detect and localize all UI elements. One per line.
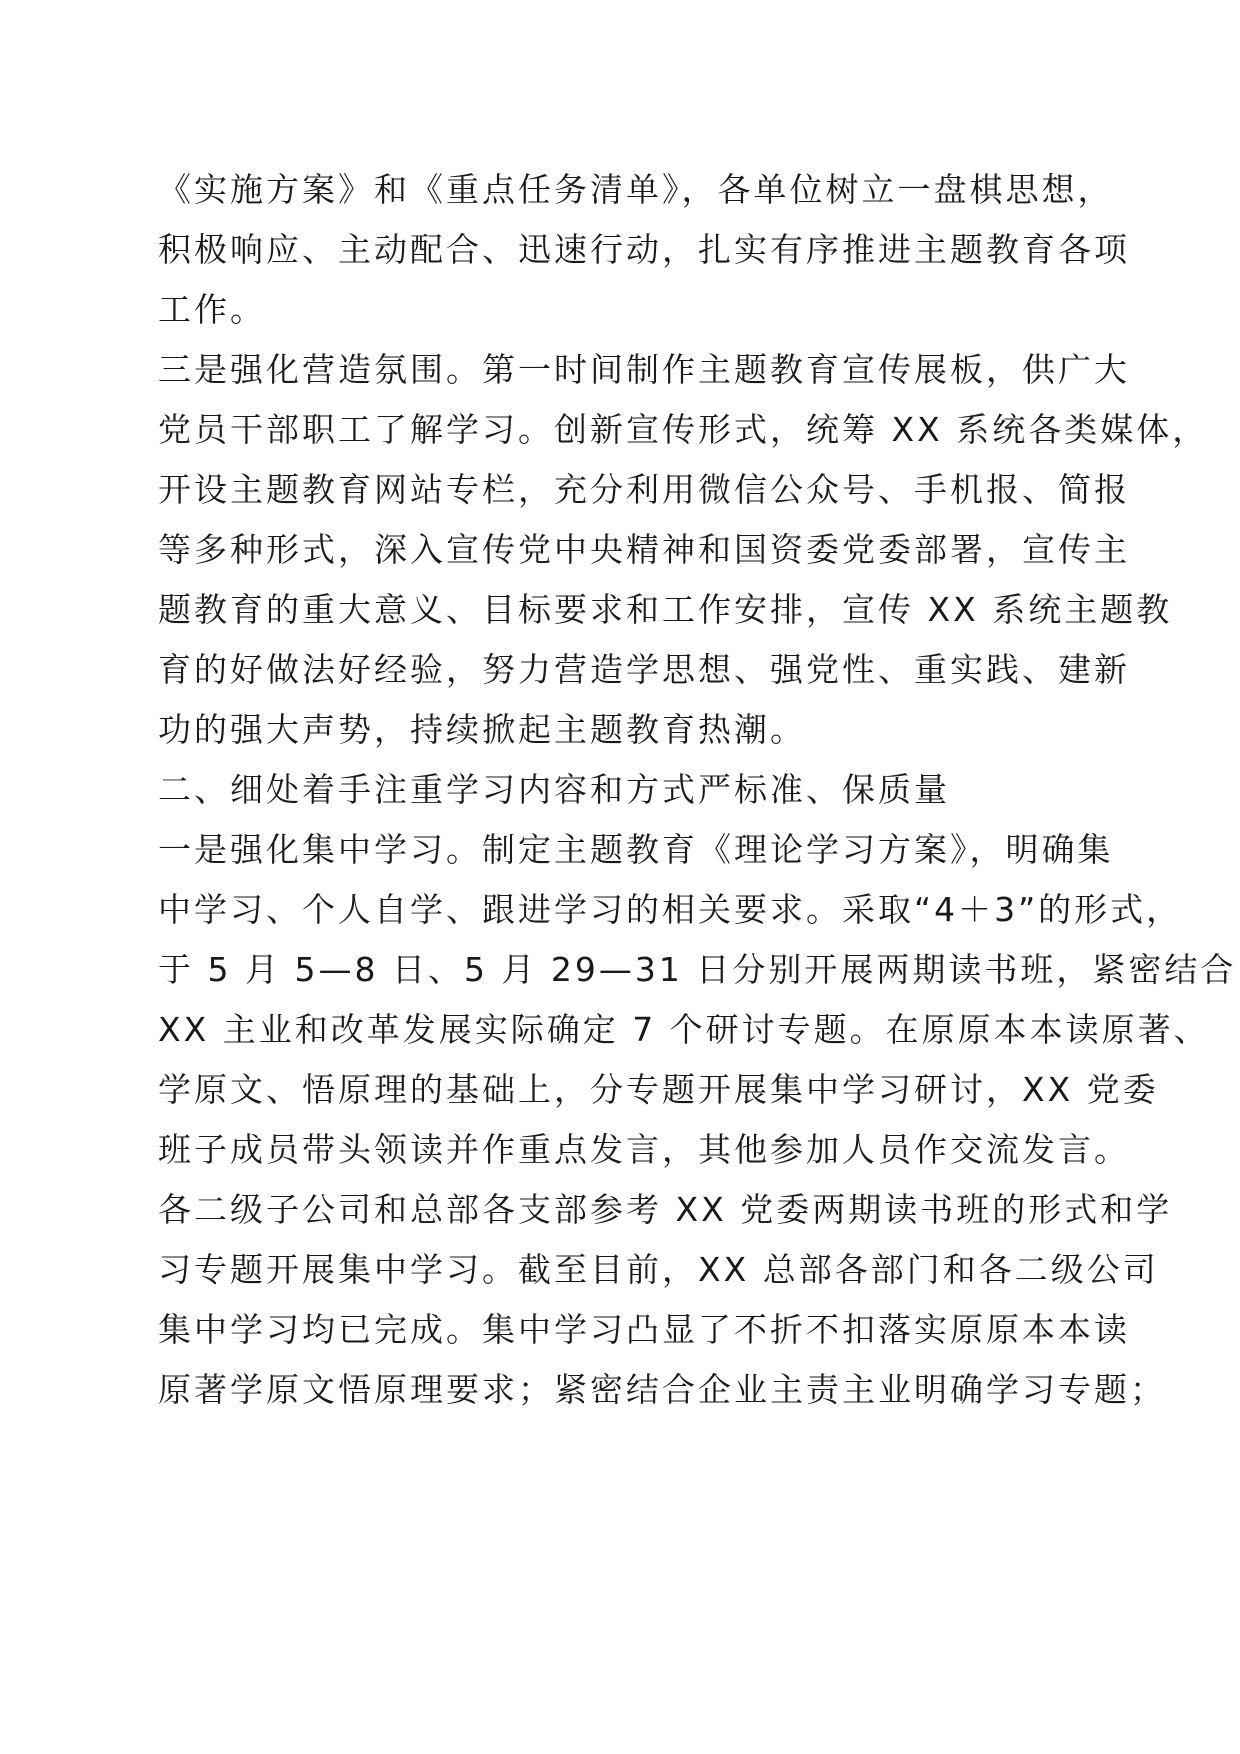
text-line: 工作。 <box>158 290 266 329</box>
text-line: 学原文、悟原理的基础上，分专题开展集中学习研讨，XX 党委 <box>158 1070 1159 1109</box>
text-line: 原著学原文悟原理要求；紧密结合企业主责主业明确学习专题； <box>158 1370 1166 1409</box>
text-line: 开设主题教育网站专栏，充分利用微信公众号、手机报、简报 <box>158 470 1130 509</box>
document-body <box>158 160 1237 1420</box>
text-line: 习专题开展集中学习。截至目前，XX 总部各部门和各二级公司 <box>158 1250 1159 1289</box>
text-line: XX 主业和改革发展实际确定 7 个研讨专题。在原原本本读原著、 <box>158 1010 1210 1049</box>
text-line: 于 5 月 5—8 日、5 月 29—31 日分别开展两期读书班，紧密结合 <box>158 950 1237 989</box>
text-line: 中学习、个人自学、跟进学习的相关要求。采取“4＋3”的形式， <box>158 890 1183 929</box>
text-line: 班子成员带头领读并作重点发言，其他参加人员作交流发言。 <box>158 1130 1130 1169</box>
text-line: 题教育的重大意义、目标要求和工作安排，宣传 XX 系统主题教 <box>158 590 1173 629</box>
text-line: 《实施方案》和《重点任务清单》，各单位树立一盘棋思想， <box>158 170 1114 209</box>
text-line: 集中学习均已完成。集中学习凸显了不折不扣落实原原本本读 <box>158 1310 1130 1349</box>
text-line: 积极响应、主动配合、迅速行动，扎实有序推进主题教育各项 <box>158 230 1130 269</box>
text-line: 各二级子公司和总部各支部参考 XX 党委两期读书班的形式和学 <box>158 1190 1173 1229</box>
text-line: 育的好做法好经验，努力营造学思想、强党性、重实践、建新 <box>158 650 1130 689</box>
text-line: 党员干部职工了解学习。创新宣传形式，统筹 XX 系统各类媒体， <box>158 410 1209 449</box>
text-line: 等多种形式，深入宣传党中央精神和国资委党委部署，宣传主 <box>158 530 1130 569</box>
text-line: 功的强大声势，持续掀起主题教育热潮。 <box>158 710 806 749</box>
text-line: 三是强化营造氛围。第一时间制作主题教育宣传展板，供广大 <box>158 350 1130 389</box>
text-line: 一是强化集中学习。制定主题教育《理论学习方案》，明确集 <box>158 830 1114 869</box>
section-heading: 二、细处着手注重学习内容和方式严标准、保质量 <box>158 770 950 809</box>
